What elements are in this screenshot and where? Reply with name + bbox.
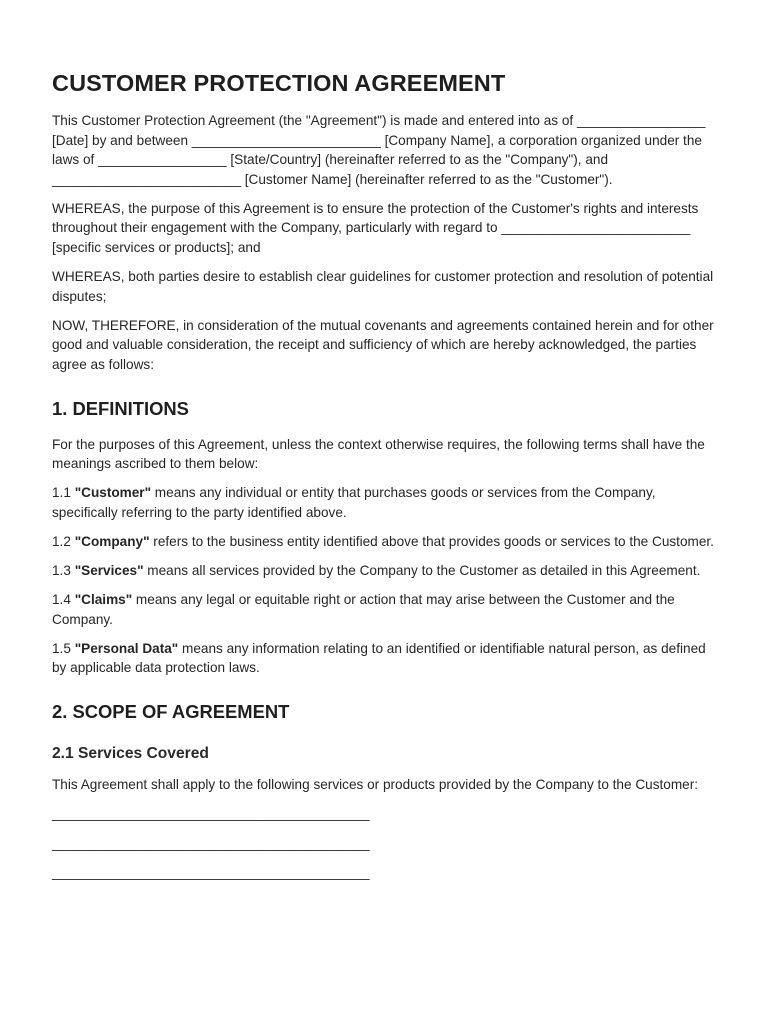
definition-term: "Company" — [74, 534, 150, 549]
definition-text: refers to the business entity identified above that provides goods or services to the Customer. — [149, 534, 714, 549]
definition-number: 1.2 — [52, 534, 75, 549]
definition-term: "Claims" — [74, 592, 133, 608]
section-heading-definitions: 1. DEFINITIONS — [52, 397, 189, 419]
definition-text: means any information relating to an identified or identifiable natural person, as defined by applicable data protection laws. — [52, 640, 706, 676]
definition-item-company — [52, 532, 720, 552]
intro-paragraph-whereas-purpose: WHEREAS, the purpose of this Agreement is to ensure the protection of the Customer's rights and interests throughout their engagement with the Company, particularly with regard to _________________________ [specific services or products]; and — [52, 200, 699, 256]
section-heading-scope: 2. SCOPE OF AGREEMENT — [52, 701, 290, 723]
definition-term: "Services" — [74, 563, 144, 579]
definition-term: "Personal Data" — [74, 640, 179, 656]
definition-item-personal-data — [52, 639, 720, 678]
definition-item-services — [52, 561, 720, 581]
definition-term: "Customer" — [74, 485, 152, 501]
intro-paragraph-parties: This Customer Protection Agreement (the "Agreement") is made and entered into as of _________________ [Date] by and between _________________________ [Company Name], a corporation organized under the laws of _________________ [State/Country] (hereinafter referred to as the "Company"), and _________________________ [Customer Name] (hereinafter referred to as the "Customer"). — [52, 113, 706, 187]
fill-in-blank-line: __________________________________________ — [52, 865, 370, 881]
document-title: CUSTOMER PROTECTION AGREEMENT — [52, 70, 506, 96]
services-blank-lines — [52, 804, 720, 883]
definition-number: 1.5 — [52, 640, 75, 656]
definitions-intro: For the purposes of this Agreement, unless the context otherwise requires, the following terms shall have the meanings ascribed to them below: — [52, 436, 705, 472]
definition-number: 1.3 — [52, 563, 75, 579]
fill-in-blank-line: __________________________________________ — [52, 835, 370, 851]
services-covered-text: This Agreement shall apply to the following services or products provided by the Company to the Customer: — [52, 777, 699, 793]
document-page — [52, 70, 720, 893]
fill-in-blank-line: __________________________________________ — [52, 806, 370, 822]
definition-item-claims — [52, 590, 720, 629]
definition-text: means any legal or equitable right or action that may arise between the Customer and the Company. — [52, 592, 675, 627]
definition-text: means any individual or entity that purchases goods or services from the Company, specifically referring to the party identified above. — [52, 485, 656, 520]
intro-paragraph-whereas-guidelines: WHEREAS, both parties desire to establish clear guidelines for customer protection and resolution of potential disputes; — [52, 269, 714, 304]
intro-paragraph-now-therefore: NOW, THEREFORE, in consideration of the mutual covenants and agreements contained herein and for other good and valuable consideration, the receipt and sufficiency of which are hereby acknowledged, the parties agree as follows: — [52, 317, 714, 373]
subsection-heading-services-covered: 2.1 Services Covered — [52, 745, 209, 763]
definition-number: 1.1 — [52, 485, 75, 501]
definition-item-customer — [52, 483, 720, 522]
definition-number: 1.4 — [52, 592, 75, 608]
definition-text: means all services provided by the Company to the Customer as detailed in this Agreement. — [143, 563, 701, 579]
